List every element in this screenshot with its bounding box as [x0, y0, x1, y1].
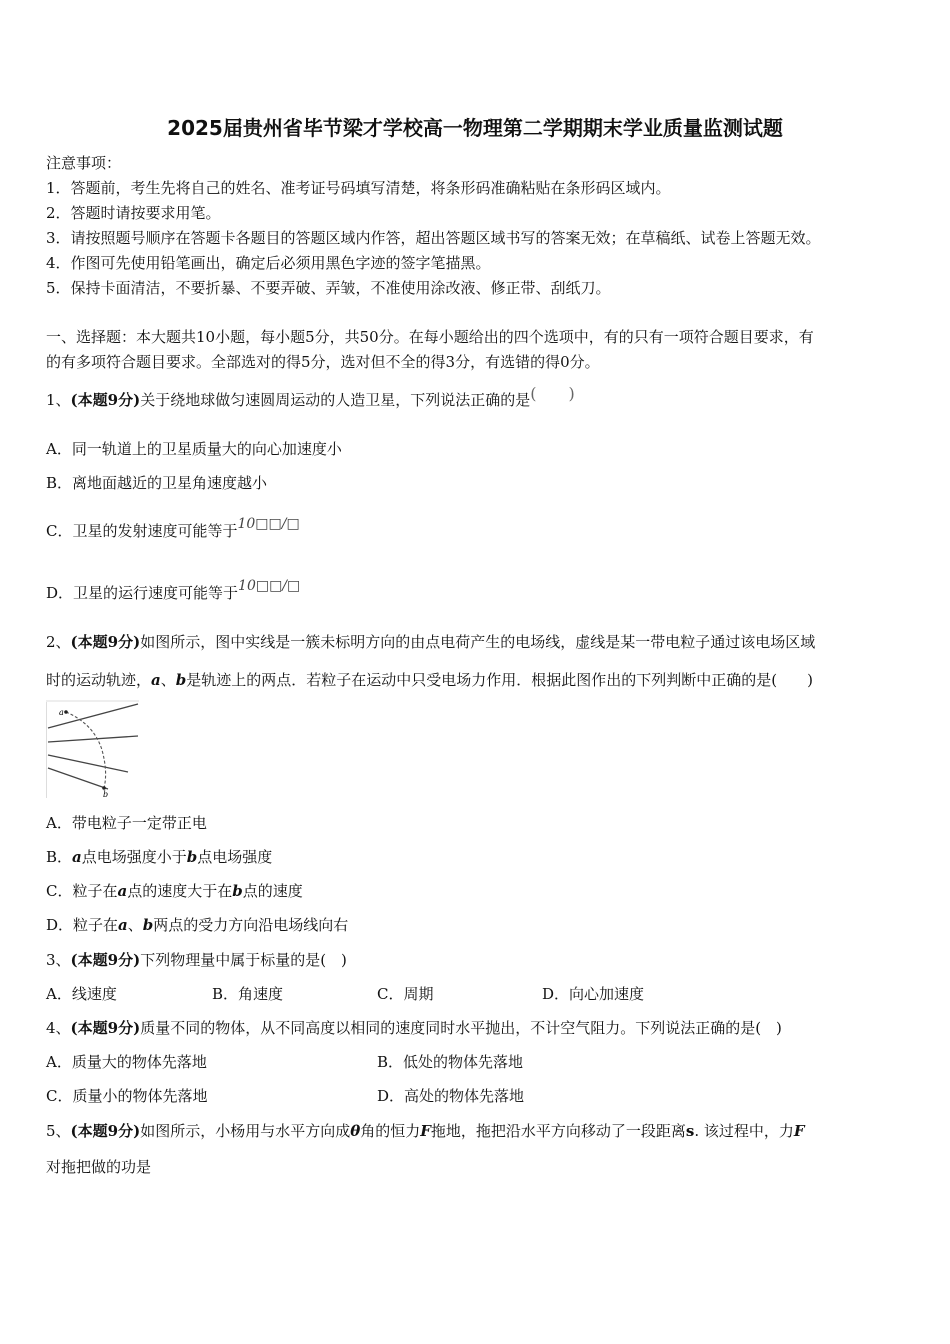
field-line — [48, 768, 108, 789]
question-5-stem-line2: 对拖把做的功是 — [46, 1158, 152, 1176]
point-b-label: b — [103, 790, 109, 799]
notice-heading: 注意事项： — [46, 154, 122, 172]
field-line — [48, 736, 138, 742]
question-5-stem-line1: 5、(本题9分)如图所示，小杨用与水平方向成θ角的恒力F拖地，拖把沿水平方向移动了一段距离s. 该过程中，力F — [46, 1122, 805, 1140]
notice-item: 5．保持卡面清洁，不要折暴、不要弄破、弄皱，不准使用涂改液、修正带、刮纸刀。 — [46, 279, 611, 297]
q2-option-a: A．带电粒子一定带正电 — [46, 814, 207, 832]
q1-option-c: C．卫星的发射速度可能等于10□□/□ — [46, 516, 300, 540]
q4-option-d: D．高处的物体先落地 — [377, 1087, 525, 1105]
q1-option-b: B．离地面越近的卫星角速度越小 — [46, 474, 268, 492]
notice-item: 3．请按照题号顺序在答题卡各题目的答题区域内作答，超出答题区域书写的答案无效；在草稿纸、试卷上答题无效。 — [46, 229, 821, 247]
point-a-dot — [64, 710, 68, 714]
field-line — [48, 755, 128, 772]
q2-option-b: B．a点电场强度小于b点电场强度 — [46, 848, 273, 866]
question-2-stem-line1: 2、(本题9分)如图所示，图中实线是一簇未标明方向的由点电荷产生的电场线，虚线是某一带电粒子通过该电场区域 — [46, 633, 816, 651]
q2-option-c: C．粒子在a点的速度大于在b点的速度 — [46, 882, 303, 900]
q1-option-d: D．卫星的运行速度可能等于10□□/□ — [46, 578, 301, 602]
point-a-label: a — [59, 708, 64, 717]
q3-option-c: C．周期 — [377, 985, 434, 1003]
q3-option-d: D．向心加速度 — [542, 985, 645, 1003]
q2-option-d: D．粒子在a、b两点的受力方向沿电场线向右 — [46, 916, 349, 934]
q4-option-c: C．质量小的物体先落地 — [46, 1087, 208, 1105]
section-intro-line1: 一、选择题：本大题共10小题，每小题5分，共50分。在每小题给出的四个选项中，有的只有一项符合题目要求，有 — [46, 328, 814, 346]
q3-option-a: A．线速度 — [46, 985, 117, 1003]
question-3-stem: 3、(本题9分)下列物理量中属于标量的是( ) — [46, 951, 347, 969]
question-2-stem-line2: 时的运动轨迹，a、b是轨迹上的两点．若粒子在运动中只受电场力作用．根据此图作出的下列判断中正确的是( ) — [46, 671, 813, 689]
q1-option-a: A．同一轨道上的卫星质量大的向心加速度小 — [46, 440, 342, 458]
q4-option-b: B．低处的物体先落地 — [377, 1053, 524, 1071]
question-1-stem: 1、(本题9分)关于绕地球做匀速圆周运动的人造卫星，下列说法正确的是( ) — [46, 384, 575, 409]
notice-item: 2．答题时请按要求用笔。 — [46, 204, 221, 222]
electric-field-figure — [46, 700, 140, 800]
page-title: 2025届贵州省毕节梁才学校高一物理第二学期期末学业质量监测试题 — [167, 116, 783, 140]
section-intro-line2: 的有多项符合题目要求。全部选对的得5分，选对但不全的得3分，有选错的得0分。 — [46, 353, 600, 371]
q4-option-a: A．质量大的物体先落地 — [46, 1053, 207, 1071]
q3-option-b: B．角速度 — [212, 985, 284, 1003]
notice-item: 4．作图可先使用铅笔画出，确定后必须用黑色字迹的签字笔描黑。 — [46, 254, 491, 272]
question-4-stem: 4、(本题9分)质量不同的物体，从不同高度以相同的速度同时水平抛出，不计空气阻力。下列说法正确的是( ) — [46, 1019, 782, 1037]
notice-item: 1．答题前，考生先将自己的姓名、准考证号码填写清楚，将条形码准确粘贴在条形码区域内。 — [46, 179, 671, 197]
